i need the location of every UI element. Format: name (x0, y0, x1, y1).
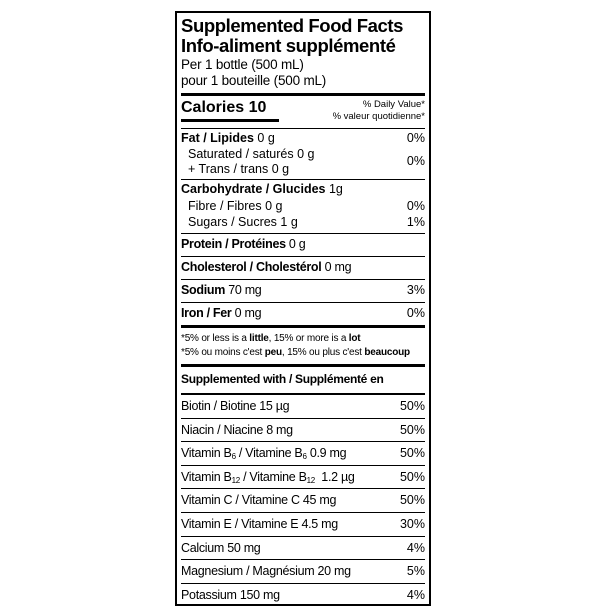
sodium-row (181, 280, 425, 302)
supplement-percent: 4% (406, 587, 425, 602)
title-french: Info-aliment supplémenté (181, 35, 396, 56)
fat-group (181, 129, 425, 179)
supplement-label: Potassium 150 mg (181, 587, 280, 602)
supplement-label: Niacin / Niacine 8 mg (181, 422, 293, 437)
daily-value-french: % valeur quotidienne* (332, 111, 425, 122)
supplement-percent: 50% (399, 422, 425, 437)
calories-row (181, 96, 425, 122)
supplement-row (181, 560, 425, 583)
supplemented-heading-row (181, 367, 425, 389)
title-english: Supplemented Food Facts (181, 15, 404, 36)
carbohydrate-amount: 1g (325, 182, 343, 196)
supplement-row (181, 442, 425, 465)
footnote-english: *5% or less is a little, 15% or more is a lot (181, 333, 361, 344)
trans-row: + Trans / trans 0 g (188, 162, 290, 176)
daily-value-english: % Daily Value* (362, 99, 425, 110)
daily-value-header (333, 99, 425, 123)
saturated-row: Saturated / saturés 0 g (188, 147, 315, 161)
carbohydrate-group (181, 180, 425, 233)
supplement-percent: 5% (406, 564, 425, 579)
protein-label: Protein / Protéines (181, 237, 286, 251)
calories-value: Calories 10 (181, 99, 267, 116)
cholesterol-label: Cholesterol / Cholestérol (181, 260, 322, 274)
iron-row (181, 303, 425, 325)
fat-amount: 0 g (253, 131, 275, 145)
supplement-percent: 4% (406, 540, 425, 555)
sugars-percent: 1% (406, 215, 425, 229)
supplement-percent: 50% (399, 446, 425, 461)
supplement-label: Vitamin C / Vitamine C 45 mg (181, 493, 337, 508)
fat-percent: 0% (406, 131, 425, 145)
footnote (181, 328, 425, 364)
sodium-amount: 70 mg (225, 283, 262, 297)
carbohydrate-label: Carbohydrate / Glucides (181, 182, 326, 196)
serving-size-english: Per 1 bottle (500 mL) (181, 57, 304, 72)
supplement-percent: 30% (399, 516, 425, 531)
supplement-row (181, 419, 425, 442)
carbohydrate-row (181, 182, 343, 196)
calories-underline (181, 119, 279, 122)
serving-size-french: pour 1 bouteille (500 mL) (181, 73, 327, 88)
supplement-row (181, 466, 425, 489)
protein-amount: 0 g (285, 237, 306, 251)
supplement-percent: 50% (399, 399, 425, 413)
supplement-label: Vitamin E / Vitamine E 4.5 mg (181, 516, 338, 531)
supplement-label: Vitamin $B_6$ / Vitamine $B_6$ 0.9 mg (181, 446, 347, 462)
supplement-row (181, 395, 425, 418)
saturated-trans-percent: 0% (406, 154, 425, 168)
iron-label: Iron / Fer (181, 306, 232, 320)
sodium-percent: 3% (406, 283, 425, 297)
supplemented-food-facts-table (175, 11, 431, 606)
sodium-label: Sodium (181, 283, 226, 297)
supplement-label: Magnesium / Magnésium 20 mg (181, 564, 351, 579)
sugars-row: Sugars / Sucres 1 g (188, 215, 298, 229)
supplement-label: Vitamin $B_{12}$ / Vitamine $B_{12}$ 1.2 µg (181, 469, 355, 485)
supplement-label: Biotin / Biotine 15 µg (181, 399, 290, 413)
iron-percent: 0% (406, 306, 425, 320)
supplement-percent: 50% (399, 493, 425, 508)
supplement-row (181, 489, 425, 512)
fibre-percent: 0% (406, 199, 425, 213)
supplement-row (181, 537, 425, 560)
fibre-row: Fibre / Fibres 0 g (188, 199, 283, 213)
footnote-french: *5% ou moins c'est peu, 15% ou plus c'est beaucoup (181, 347, 410, 358)
fat-row (181, 131, 275, 145)
supplement-percent: 50% (399, 469, 425, 484)
supplemented-heading: Supplemented with / Supplémenté en (181, 372, 384, 386)
supplement-row (181, 584, 425, 607)
supplement-row (181, 513, 425, 536)
fat-label: Fat / Lipides (181, 131, 254, 145)
protein-row (181, 234, 425, 256)
cholesterol-amount: 0 mg (321, 260, 352, 274)
iron-amount: 0 mg (231, 306, 262, 320)
supplement-label: Calcium 50 mg (181, 540, 261, 555)
cholesterol-row (181, 257, 425, 279)
